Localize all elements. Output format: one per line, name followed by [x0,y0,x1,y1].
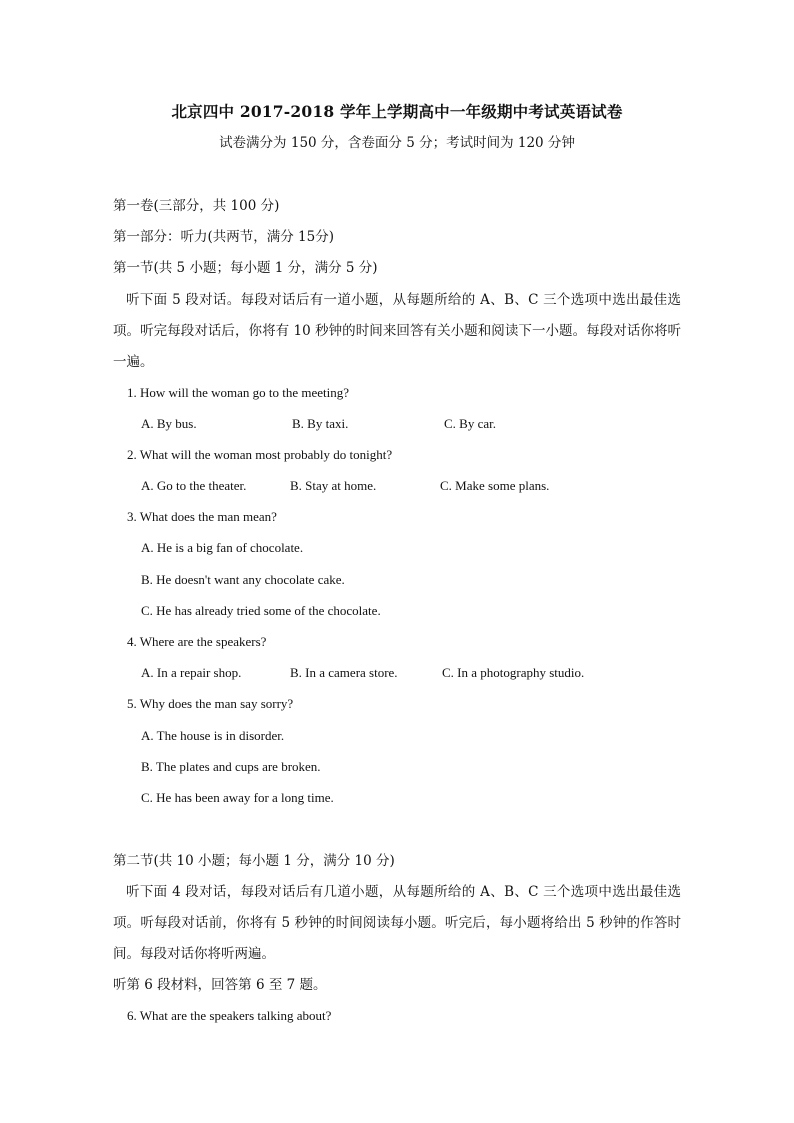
question-2-option-c: C. Make some plans. [440,478,550,493]
question-2-option-a: A. Go to the theater. [141,478,247,493]
section2-instructions: 听下面 4 段对话，每段对话后有几道小题，从每题所给的 A、B、C 三个选项中选出最佳选项。听每段对话前，你将有 5 秒钟的时间阅读每小题。听完后，每小题将给出 5 秒钟的作答时间。每段对话你将听两遍。 [113,884,681,962]
question-6-stem: 6. What are the speakers talking about? [127,1008,332,1023]
question-1-option-a: A. By bus. [141,416,197,431]
volume1-heading: 第一卷(三部分，共 100 分) [113,198,280,214]
question-3-stem: 3. What does the man mean? [127,509,277,524]
material-6-note: 听第 6 段材料，回答第 6 至 7 题。 [113,977,327,993]
section1-heading: 第一节(共 5 小题；每小题 1 分，满分 5 分) [113,260,378,276]
question-4-stem: 4. Where are the speakers? [127,634,267,649]
question-4-option-b: B. In a camera store. [290,665,398,680]
question-3-option-b: B. He doesn't want any chocolate cake. [141,572,345,587]
question-3-option-c: C. He has already tried some of the chocolate. [141,603,381,618]
section2-heading: 第二节(共 10 小题；每小题 1 分，满分 10 分) [113,853,395,869]
exam-title: 北京四中 2017-2018 学年上学期高中一年级期中考试英语试卷 [171,102,623,121]
question-5-option-b: B. The plates and cups are broken. [141,759,321,774]
exam-subtitle: 试卷满分为 150 分，含卷面分 5 分；考试时间为 120 分钟 [219,135,575,151]
section1-instructions: 听下面 5 段对话。每段对话后有一道小题，从每题所给的 A、B、C 三个选项中选出最佳选项。听完每段对话后，你将有 10 秒钟的时间来回答有关小题和阅读下一小题。每段对话你将听一遍。 [113,292,681,370]
part1-heading: 第一部分：听力(共两节，满分 15分) [113,229,335,245]
question-3-option-a: A. He is a big fan of chocolate. [141,540,304,555]
question-4-option-c: C. In a photography studio. [442,665,585,680]
question-2-option-b: B. Stay at home. [290,478,377,493]
question-1-option-c: C. By car. [444,416,496,431]
question-2-stem: 2. What will the woman most probably do tonight? [127,447,393,462]
question-4-option-a: A. In a repair shop. [141,665,242,680]
question-1-option-b: B. By taxi. [292,416,349,431]
question-5-option-a: A. The house is in disorder. [141,728,285,743]
question-5-stem: 5. Why does the man say sorry? [127,696,294,711]
question-5-option-c: C. He has been away for a long time. [141,790,334,805]
question-1-stem: 1. How will the woman go to the meeting? [127,385,350,400]
